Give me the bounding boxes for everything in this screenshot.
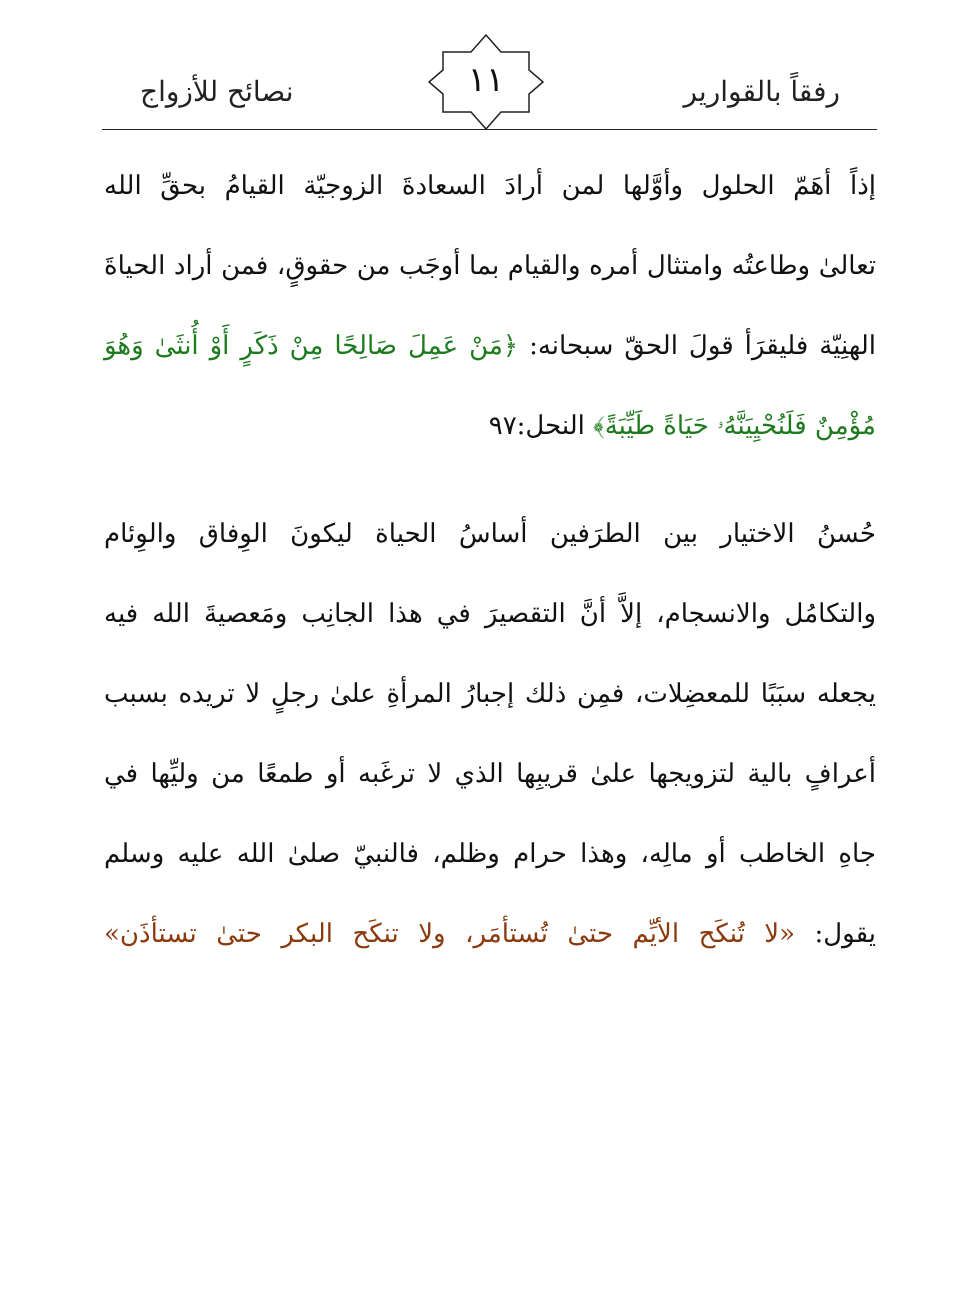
- page-number: ١١: [467, 60, 505, 100]
- header-divider: [102, 129, 877, 130]
- text-line: [104, 894, 876, 974]
- text-segment: يقول:: [814, 919, 876, 949]
- text-line: [104, 306, 876, 386]
- text-line: تعالىٰ وطاعتُه وامتثال أمره والقيام بما أوجَب من حقوقٍ، فمن أراد الحياةَ: [104, 251, 876, 281]
- page-header: [0, 0, 980, 140]
- text-line: والتكامُل والانسجام، إلاَّ أنَّ التقصيرَ في هذا الجانِب ومَعصيةَ الله فيه: [104, 599, 876, 629]
- quran-verse: مُؤْمِنٌ فَلَنُحْيِيَنَّهُۥ حَيَاةً طَيِّبَةً﴾: [593, 411, 876, 441]
- text-line: إذاً أهَمّ الحلول وأوَّلها لمن أرادَ السعادةَ الزوجيّة القيامُ بحقِّ الله: [104, 171, 876, 201]
- paragraph-2: [104, 494, 876, 974]
- paragraph-1: [104, 146, 876, 466]
- quran-verse: ﴿مَنْ عَمِلَ صَالِحًا مِنْ ذَكَرٍ أَوْ أُنثَىٰ وَهُوَ: [104, 331, 519, 361]
- text-line: [104, 386, 876, 466]
- text-line: حُسنُ الاختيار بين الطرَفين أساسُ الحياة ليكونَ الوِفاق والوِئام: [104, 519, 876, 549]
- hadith-quote: «لا تُنكَح الأيِّم حتىٰ تُستأمَر، ولا تنكَح البكر حتىٰ تستأذَن»: [104, 919, 796, 949]
- text-segment: الهنِيّة فليقرَأ قولَ الحقّ سبحانه:: [529, 331, 876, 361]
- book-title: رفقاً بالقوارير: [683, 75, 840, 108]
- verse-reference: النحل:٩٧: [488, 411, 585, 441]
- chapter-title: نصائح للأزواج: [140, 75, 294, 108]
- page-number-badge: [428, 34, 544, 130]
- text-line: أعرافٍ بالية لتزويجها علىٰ قريبِها الذي لا ترغَبه أو طمعًا من وليِّها في: [104, 759, 876, 789]
- text-line: جاهِ الخاطب أو مالِه، وهذا حرام وظلم، فالنبيّ صلىٰ الله عليه وسلم: [104, 839, 876, 869]
- text-line: يجعله سبَبًا للمعضِلات، فمِن ذلك إجبارُ المرأةِ علىٰ رجلٍ لا تريده بسبب: [104, 679, 876, 709]
